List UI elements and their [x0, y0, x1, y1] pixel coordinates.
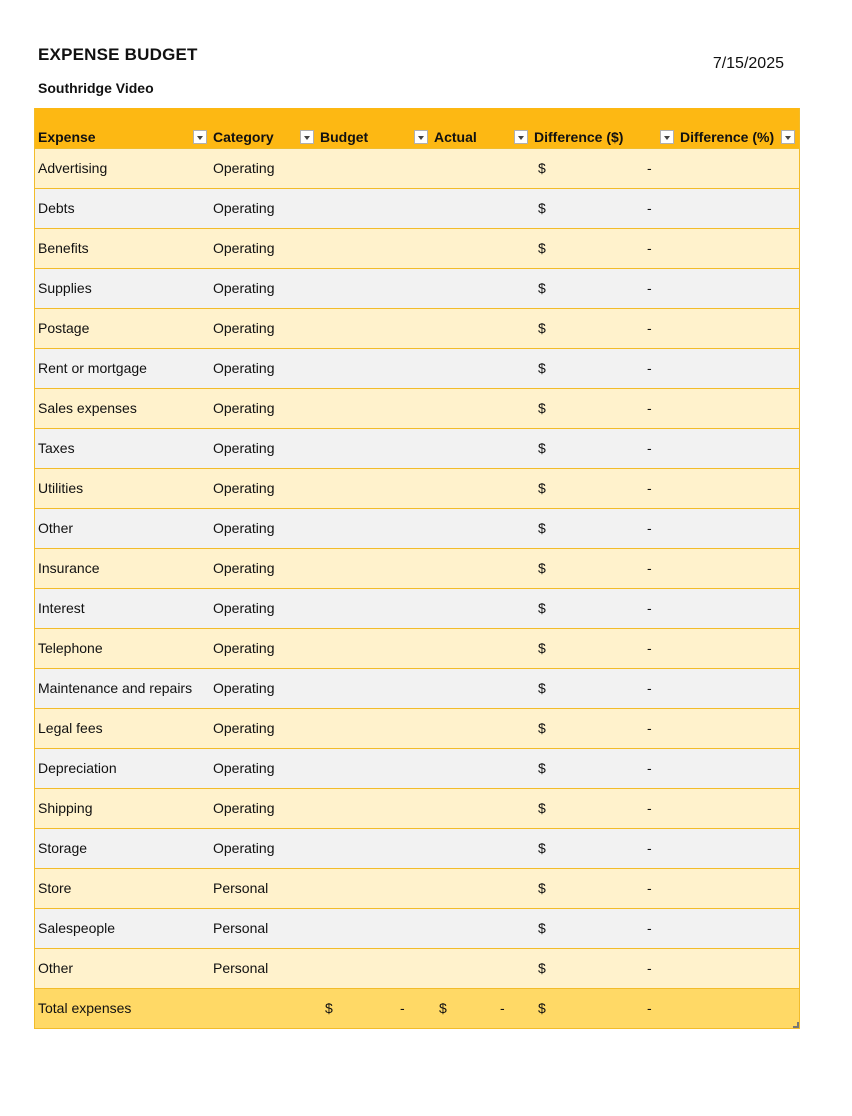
total-actual-currency: $	[439, 1000, 447, 1016]
table-row[interactable]	[35, 669, 799, 709]
difference-value-cell: -	[647, 200, 652, 216]
expense-cell: Telephone	[38, 640, 103, 656]
expense-cell: Postage	[38, 320, 90, 336]
expense-cell: Benefits	[38, 240, 89, 256]
category-cell: Operating	[213, 840, 275, 856]
difference-currency-cell: $	[538, 320, 546, 336]
difference-currency-cell: $	[538, 480, 546, 496]
table-row[interactable]	[35, 509, 799, 549]
difference-currency-cell: $	[538, 240, 546, 256]
category-cell: Operating	[213, 640, 275, 656]
difference-currency-cell: $	[538, 560, 546, 576]
column-header-actual: Actual	[434, 129, 477, 145]
table-row[interactable]	[35, 309, 799, 349]
page-title: EXPENSE BUDGET	[38, 45, 198, 64]
table-row[interactable]	[35, 869, 799, 909]
difference-value-cell: -	[647, 920, 652, 936]
expense-table	[34, 108, 800, 1029]
expense-cell: Rent or mortgage	[38, 360, 147, 376]
category-cell: Operating	[213, 280, 275, 296]
total-difference-currency: $	[538, 1000, 546, 1016]
difference-currency-cell: $	[538, 880, 546, 896]
category-cell: Operating	[213, 720, 275, 736]
difference-currency-cell: $	[538, 920, 546, 936]
table-row[interactable]	[35, 349, 799, 389]
table-row[interactable]	[35, 189, 799, 229]
company-name: Southridge Video	[38, 80, 154, 96]
expense-cell: Sales expenses	[38, 400, 137, 416]
category-cell: Operating	[213, 800, 275, 816]
column-header-difference-dollar: Difference ($)	[534, 129, 624, 145]
category-cell: Operating	[213, 560, 275, 576]
difference-value-cell: -	[647, 720, 652, 736]
category-cell: Operating	[213, 160, 275, 176]
table-row[interactable]	[35, 789, 799, 829]
table-row[interactable]	[35, 269, 799, 309]
category-cell: Personal	[213, 960, 269, 976]
difference-currency-cell: $	[538, 840, 546, 856]
difference-value-cell: -	[647, 520, 652, 536]
column-header-difference-percent: Difference (%)	[680, 129, 775, 145]
table-row[interactable]	[35, 589, 799, 629]
category-cell: Operating	[213, 520, 275, 536]
difference-currency-cell: $	[538, 640, 546, 656]
expense-cell: Interest	[38, 600, 85, 616]
total-budget-currency: $	[325, 1000, 333, 1016]
filter-dropdown-difference-dollar-icon[interactable]	[660, 130, 674, 144]
category-cell: Operating	[213, 600, 275, 616]
difference-currency-cell: $	[538, 200, 546, 216]
category-cell: Operating	[213, 480, 275, 496]
table-row[interactable]	[35, 229, 799, 269]
expense-cell: Legal fees	[38, 720, 103, 736]
category-cell: Personal	[213, 920, 269, 936]
difference-currency-cell: $	[538, 520, 546, 536]
total-label: Total expenses	[38, 1000, 132, 1016]
category-cell: Operating	[213, 320, 275, 336]
difference-value-cell: -	[647, 760, 652, 776]
table-row[interactable]	[35, 149, 799, 189]
difference-currency-cell: $	[538, 280, 546, 296]
column-header-budget: Budget	[320, 129, 369, 145]
filter-dropdown-budget-icon[interactable]	[414, 130, 428, 144]
difference-value-cell: -	[647, 640, 652, 656]
difference-value-cell: -	[647, 240, 652, 256]
expense-cell: Taxes	[38, 440, 75, 456]
table-row[interactable]	[35, 389, 799, 429]
table-row[interactable]	[35, 749, 799, 789]
difference-currency-cell: $	[538, 360, 546, 376]
difference-value-cell: -	[647, 880, 652, 896]
category-cell: Operating	[213, 680, 275, 696]
difference-value-cell: -	[647, 280, 652, 296]
total-row[interactable]	[35, 989, 799, 1029]
total-budget-value: -	[400, 1000, 405, 1016]
expense-cell: Supplies	[38, 280, 92, 296]
table-header	[35, 108, 799, 149]
table-resize-handle[interactable]	[793, 1022, 799, 1028]
difference-value-cell: -	[647, 560, 652, 576]
category-cell: Operating	[213, 440, 275, 456]
expense-cell: Store	[38, 880, 72, 896]
difference-currency-cell: $	[538, 760, 546, 776]
column-header-expense: Expense	[38, 129, 96, 145]
difference-currency-cell: $	[538, 440, 546, 456]
difference-value-cell: -	[647, 600, 652, 616]
difference-currency-cell: $	[538, 160, 546, 176]
category-cell: Personal	[213, 880, 269, 896]
difference-value-cell: -	[647, 160, 652, 176]
filter-dropdown-category-icon[interactable]	[300, 130, 314, 144]
table-row[interactable]	[35, 909, 799, 949]
table-row[interactable]	[35, 949, 799, 989]
category-cell: Operating	[213, 200, 275, 216]
difference-currency-cell: $	[538, 720, 546, 736]
expense-cell: Other	[38, 960, 74, 976]
difference-value-cell: -	[647, 440, 652, 456]
expense-cell: Debts	[38, 200, 75, 216]
difference-value-cell: -	[647, 400, 652, 416]
difference-value-cell: -	[647, 680, 652, 696]
expense-cell: Advertising	[38, 160, 108, 176]
total-difference-value: -	[647, 1000, 652, 1016]
category-cell: Operating	[213, 400, 275, 416]
table-row[interactable]	[35, 429, 799, 469]
expense-cell: Other	[38, 520, 74, 536]
category-cell: Operating	[213, 760, 275, 776]
table-row[interactable]	[35, 549, 799, 589]
difference-currency-cell: $	[538, 600, 546, 616]
difference-value-cell: -	[647, 320, 652, 336]
difference-value-cell: -	[647, 800, 652, 816]
table-row[interactable]	[35, 629, 799, 669]
filter-dropdown-expense-icon[interactable]	[193, 130, 207, 144]
difference-currency-cell: $	[538, 400, 546, 416]
filter-dropdown-difference-percent-icon[interactable]	[781, 130, 795, 144]
difference-currency-cell: $	[538, 960, 546, 976]
filter-dropdown-actual-icon[interactable]	[514, 130, 528, 144]
category-cell: Operating	[213, 360, 275, 376]
category-cell: Operating	[213, 240, 275, 256]
column-header-category: Category	[213, 129, 274, 145]
expense-cell: Insurance	[38, 560, 100, 576]
expense-cell: Depreciation	[38, 760, 117, 776]
table-body	[35, 149, 799, 989]
expense-cell: Utilities	[38, 480, 84, 496]
table-row[interactable]	[35, 829, 799, 869]
expense-cell: Salespeople	[38, 920, 116, 936]
report-date: 7/15/2025	[712, 55, 784, 72]
total-actual-value: -	[500, 1000, 505, 1016]
expense-cell: Shipping	[38, 800, 93, 816]
difference-value-cell: -	[647, 840, 652, 856]
difference-value-cell: -	[647, 960, 652, 976]
table-row[interactable]	[35, 709, 799, 749]
difference-currency-cell: $	[538, 800, 546, 816]
expense-cell: Storage	[38, 840, 88, 856]
expense-cell: Maintenance and repairs	[38, 680, 193, 696]
difference-currency-cell: $	[538, 680, 546, 696]
difference-value-cell: -	[647, 480, 652, 496]
table-row[interactable]	[35, 469, 799, 509]
difference-value-cell: -	[647, 360, 652, 376]
